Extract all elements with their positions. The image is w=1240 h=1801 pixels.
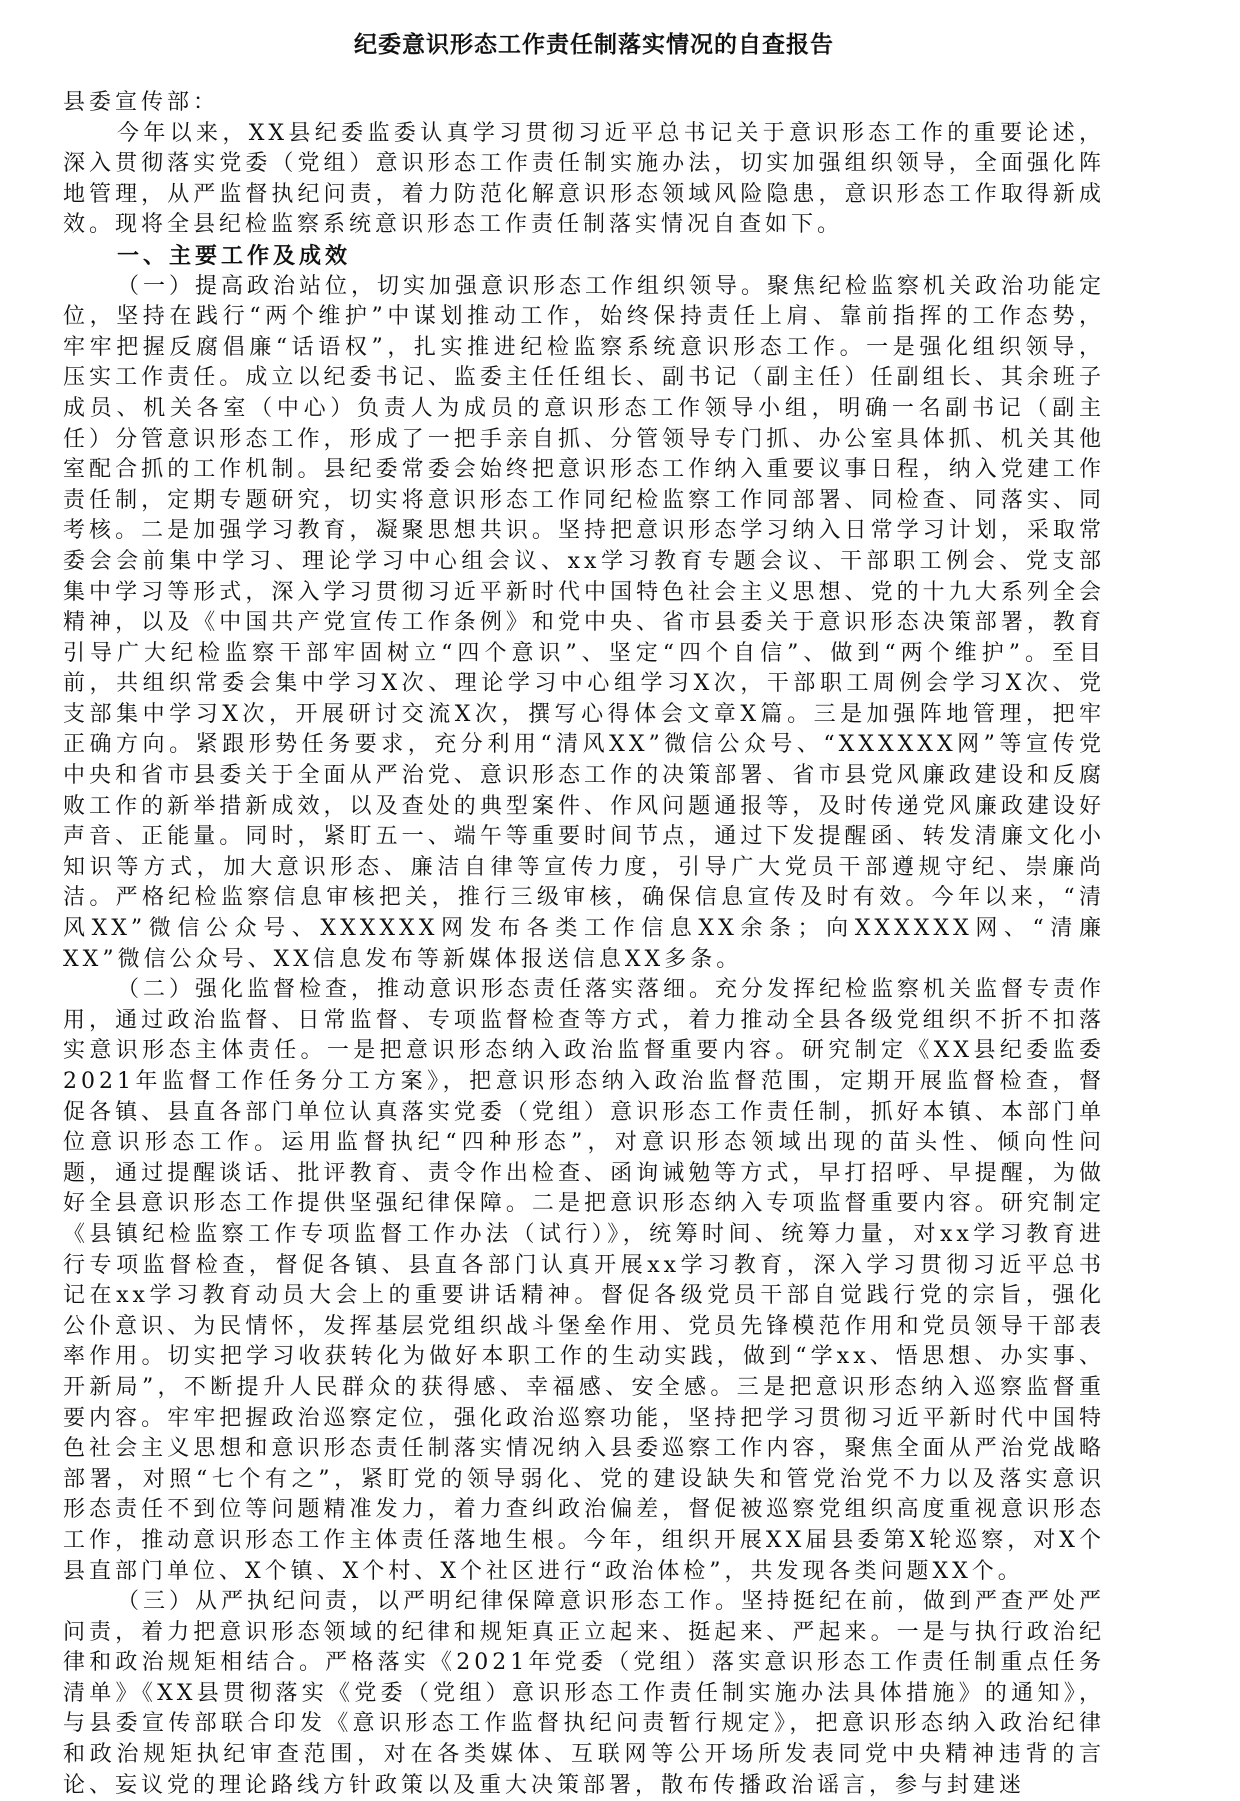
document-page (63, 28, 1105, 1801)
intro-paragraph: 今年以来，XX县纪委监委认真学习贯彻习近平总书记关于意识形态工作的重要论述，深入贯彻落实党委（党组）意识形态工作责任制实施办法，切实加强组织领导，全面强化阵地管理，从严监督执纪问责，着力防范化解意识形态领域风险隐患，意识形态工作取得新成效。现将全县纪检监察系统意识形态工作责任制落实情况自查如下。 (63, 120, 1105, 238)
body-paragraph-1: （一）提高政治站位，切实加强意识形态工作组织领导。聚焦纪检监察机关政治功能定位，坚持在践行“两个维护”中谋划推动工作，始终保持责任上肩、靠前指挥的工作态势，牢牢把握反腐倡廉“话语权”，扎实推进纪检监察系统意识形态工作。一是强化组织领导，压实工作责任。成立以纪委书记、监委主任任组长、副书记（副主任）任副组长、其余班子成员、机关各室（中心）负责人为成员的意识形态工作领导小组，明确一名副书记（副主任）分管意识形态工作，形成了一把手亲自抓、分管领导专门抓、办公室具体抓、机关其他室配合抓的工作机制。县纪委常委会始终把意识形态工作纳入重要议事日程，纳入党建工作责任制，定期专题研究，切实将意识形态工作同纪检监察工作同部署、同检查、同落实、同考核。二是加强学习教育，凝聚思想共识。坚持把意识形态学习纳入日常学习计划，采取常委会会前集中学习、理论学习中心组会议、xx学习教育专题会议、干部职工例会、党支部集中学习等形式，深入学习贯彻习近平新时代中国特色社会主义思想、党的十九大系列全会精神，以及《中国共产党宣传工作条例》和党中央、省市县委关于意识形态决策部署，教育引导广大纪检监察干部牢固树立“四个意识”、坚定“四个自信”、做到“两个维护”。至目前，共组织常委会集中学习X次、理论学习中心组学习X次，干部职工周例会学习X次、党支部集中学习X次，开展研讨交流X次，撰写心得体会文章X篇。三是加强阵地管理，把牢正确方向。紧跟形势任务要求，充分利用“清风XX”微信公众号、“XXXXXX网”等宣传党中央和省市县委关于全面从严治党、意识形态工作的决策部署、省市县党风廉政建设和反腐败工作的新举措新成效，以及查处的典型案件、作风问题通报等，及时传递党风廉政建设好声音、正能量。同时，紧盯五一、端午等重要时间节点，通过下发提醒函、转发清廉文化小知识等方式，加大意识形态、廉洁自律等宣传力度，引导广大党员干部遵规守纪、崇廉尚洁。严格纪检监察信息审核把关，推行三级审核，确保信息宣传及时有效。今年以来，“清风XX”微信公众号、XXXXXX网发布各类工作信息XX余条；向XXXXXX网、“清廉XX”微信公众号、XX信息发布等新媒体报送信息XX多条。 (63, 273, 1106, 972)
section-heading: 一、主要工作及成效 (117, 242, 352, 269)
body-paragraph-3: （三）从严执纪问责，以严明纪律保障意识形态工作。坚持挺纪在前，做到严查严处严问责，着力把意识形态领域的纪律和规矩真正立起来、挺起来、严起来。一是与执行政治纪律和政治规矩相结合。严格落实《2021年党委（党组）落实意识形态工作责任制重点任务清单》《XX县贯彻落实《党委（党组）意识形态工作责任制实施办法具体措施》的通知》，与县委宣传部联合印发《意识形态工作监督执纪问责暂行规定》，把意识形态纳入政治纪律和政治规矩执纪审查范围，对在各类媒体、互联网等公开场所发表同党中央精神违背的言论、妄议党的理论路线方针政策以及重大决策部署，散布传播政治谣言，参与封建迷 (63, 1589, 1106, 1798)
salutation: 县委宣传部： (63, 90, 220, 115)
document-title: 纪委意识形态工作责任制落实情况的自查报告 (354, 31, 834, 58)
body-paragraph-2: （二）强化监督检查，推动意识形态责任落实落细。充分发挥纪检监察机关监督专责作用，通过政治监督、日常监督、专项监督检查等方式，着力推动全县各级党组织不折不扣落实意识形态主体责任。一是把意识形态纳入政治监督重要内容。研究制定《XX县纪委监委2021年监督工作任务分工方案》，把意识形态纳入政治监督范围，定期开展监督检查，督促各镇、县直各部门单位认真落实党委（党组）意识形态工作责任制，抓好本镇、本部门单位意识形态工作。运用监督执纪“四种形态”，对意识形态领域出现的苗头性、倾向性问题，通过提醒谈话、批评教育、责令作出检查、函询诫勉等方式，早打招呼、早提醒，为做好全县意识形态工作提供坚强纪律保障。二是把意识形态纳入专项监督重要内容。研究制定《县镇纪检监察工作专项监督工作办法（试行）》，统筹时间、统筹力量，对xx学习教育进行专项监督检查，督促各镇、县直各部门认真开展xx学习教育，深入学习贯彻习近平总书记在xx学习教育动员大会上的重要讲话精神。督促各级党员干部自觉践行党的宗旨，强化公仆意识、为民情怀，发挥基层党组织战斗堡垒作用、党员先锋模范作用和党员领导干部表率作用。切实把学习收获转化为做好本职工作的生动实践，做到“学xx、悟思想、办实事、开新局”，不断提升人民群众的获得感、幸福感、安全感。三是把意识形态纳入巡察监督重要内容。牢牢把握政治巡察定位，强化政治巡察功能，坚持把学习贯彻习近平新时代中国特色社会主义思想和意识形态责任制落实情况纳入县委巡察工作内容，聚焦全面从严治党战略部署，对照“七个有之”，紧盯党的领导弱化、党的建设缺失和管党治党不力以及落实意识形态责任不到位等问题精准发力，着力查纠政治偏差，督促被巡察党组织高度重视意识形态工作，推动意识形态工作主体责任落地生根。今年，组织开展XX届县委第X轮巡察，对X个县直部门单位、X个镇、X个村、X个社区进行“政治体检”，共发现各类问题XX个。 (63, 977, 1106, 1584)
